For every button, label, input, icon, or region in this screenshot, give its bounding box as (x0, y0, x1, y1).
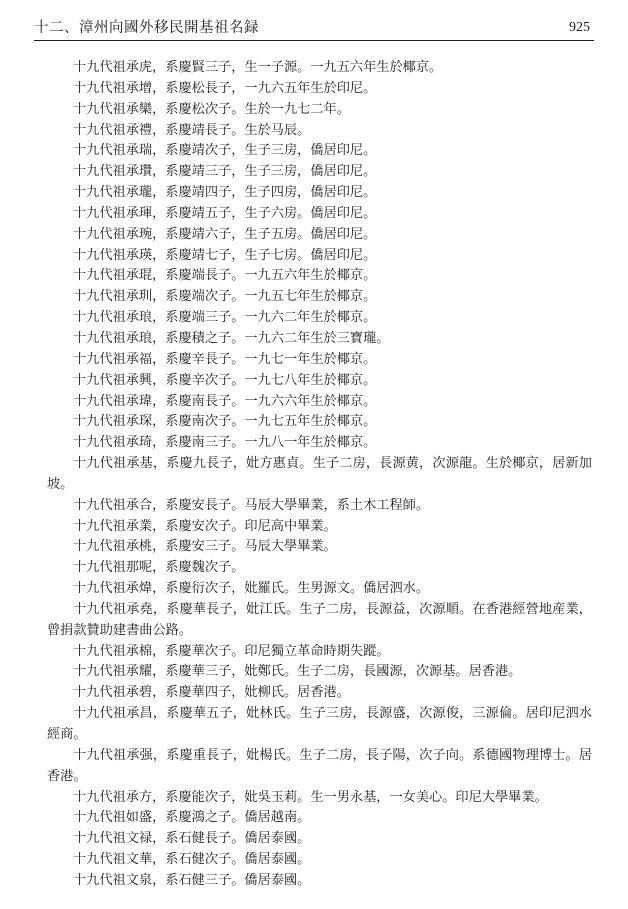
genealogy-entry: 十九代祖承碧，系慶華四子，妣柳氏。居香港。 (73, 685, 350, 701)
genealogy-entry: 十九代祖承瑋，系慶南長子。一九六六年生於椰京。 (73, 393, 377, 409)
genealogy-entry: 十九代祖文禄，系石健長子。僑居泰國。 (73, 831, 311, 847)
genealogy-entry: 十九代祖承業，系慶安次子。印尼高中畢業。 (73, 518, 337, 534)
genealogy-entry: 十九代祖文華，系石健次子。僑居泰國。 (73, 852, 311, 868)
genealogy-entry: 十九代祖承虎，系慶賢三子，生一子源。一九五六年生於椰京。 (73, 60, 443, 75)
chapter-title: 十二、漳州向國外移民開基祖名録 (34, 20, 259, 36)
genealogy-entry: 十九代祖承瓚，系慶靖三子，生子三房，僑居印尼。 (73, 164, 377, 180)
genealogy-entry: 十九代祖承琛，系慶南次子。一九七五年生於椰京。 (73, 414, 377, 430)
running-header (34, 18, 594, 41)
genealogy-entry: 十九代祖如盛，系慶鴻之子。僑居越南。 (73, 810, 311, 826)
genealogy-entry: 十九代祖那呢，系慶魏次子。 (73, 560, 245, 576)
genealogy-entry: 十九代祖承琿，系慶靖五子，生子六房。僑居印尼。 (73, 205, 377, 221)
genealogy-entry: 十九代祖承基，系慶九長子，妣方惠貞。生子二房，長源黄，次源龍。生於椰京，居新加坡。 (47, 456, 592, 492)
genealogy-entry: 十九代祖承琨，系慶端長子。一九五六年生於椰京。 (73, 268, 377, 284)
genealogy-entry: 十九代祖承瑞，系慶靖次子，生子三房，僑居印尼。 (73, 143, 377, 159)
genealogy-entry: 十九代祖文泉，系石健三子。僑居泰國。 (73, 872, 311, 888)
genealogy-entry: 十九代祖承强，系慶重長子，妣楊氏。生子二房，長子陽，次子向。系德國物理博士。居香港。 (47, 747, 592, 784)
genealogy-entry: 十九代祖承禮，系慶靖長子。生於马辰。 (73, 122, 311, 138)
genealogy-entry: 十九代祖承福，系慶辛長子。一九七一年生於椰京。 (73, 351, 377, 367)
genealogy-entry: 十九代祖承瓏，系慶靖四子，生子四房，僑居印尼。 (73, 185, 377, 201)
genealogy-entry: 十九代祖承琅，系慶積之子。一九六二年生於三寶瓏。 (73, 330, 390, 346)
genealogy-entry: 十九代祖承耀，系慶華三子，妣鄭氏。生子二房，長國源，次源基。居香港。 (73, 664, 522, 680)
genealogy-entry: 十九代祖承玔，系慶端次子。一九五七年生於椰京。 (73, 289, 377, 305)
genealogy-entry: 十九代祖承欒，系慶松次子。生於一九七二年。 (73, 101, 350, 117)
genealogy-entry: 十九代祖承琦，系慶南三子。一九八一年生於椰京。 (73, 435, 377, 451)
genealogy-entry: 十九代祖承琬，系慶靖六子，生子五房。僑居印尼。 (73, 226, 377, 242)
genealogy-entry: 十九代祖承煒，系慶衍次子，妣羅氏。生男源文。僑居泗水。 (73, 581, 430, 597)
genealogy-entry: 十九代祖承桃，系慶安三子。马辰大學畢業。 (73, 539, 337, 555)
genealogy-entry: 十九代祖承方，系慶能次子，妣吳玉莉。生一男永基，一女美心。印尼大學畢業。 (73, 789, 548, 805)
page-number: 925 (569, 20, 590, 35)
genealogy-entry: 十九代祖承瑛，系慶靖七子，生子七房。僑居印尼。 (73, 247, 377, 263)
genealogy-entries (47, 58, 592, 892)
genealogy-entry: 十九代祖承琅，系慶端三子。一九六二年生於椰京。 (73, 310, 377, 326)
genealogy-entry: 十九代祖承合，系慶安長子。马辰大學畢業，系土木工程師。 (73, 497, 430, 513)
genealogy-entry: 十九代祖承增，系慶松長子，一九六五年生於印尼。 (73, 80, 377, 96)
genealogy-entry: 十九代祖承興，系慶辛次子。一九七八年生於椰京。 (73, 372, 377, 388)
genealogy-entry: 十九代祖承棉，系慶華次子。印尼獨立革命時期失蹤。 (73, 643, 390, 659)
genealogy-entry: 十九代祖承昌，系慶華五子，妣林氏。生子三房，長源盛，次源俊，三源倫。居印尼泗水經商。 (47, 706, 592, 742)
genealogy-entry: 十九代祖承堯，系慶華長子，妣江氏。生子二房，長源益，次源順。在香港經營地産業，曾捐款贊助建書曲公路。 (47, 601, 592, 638)
